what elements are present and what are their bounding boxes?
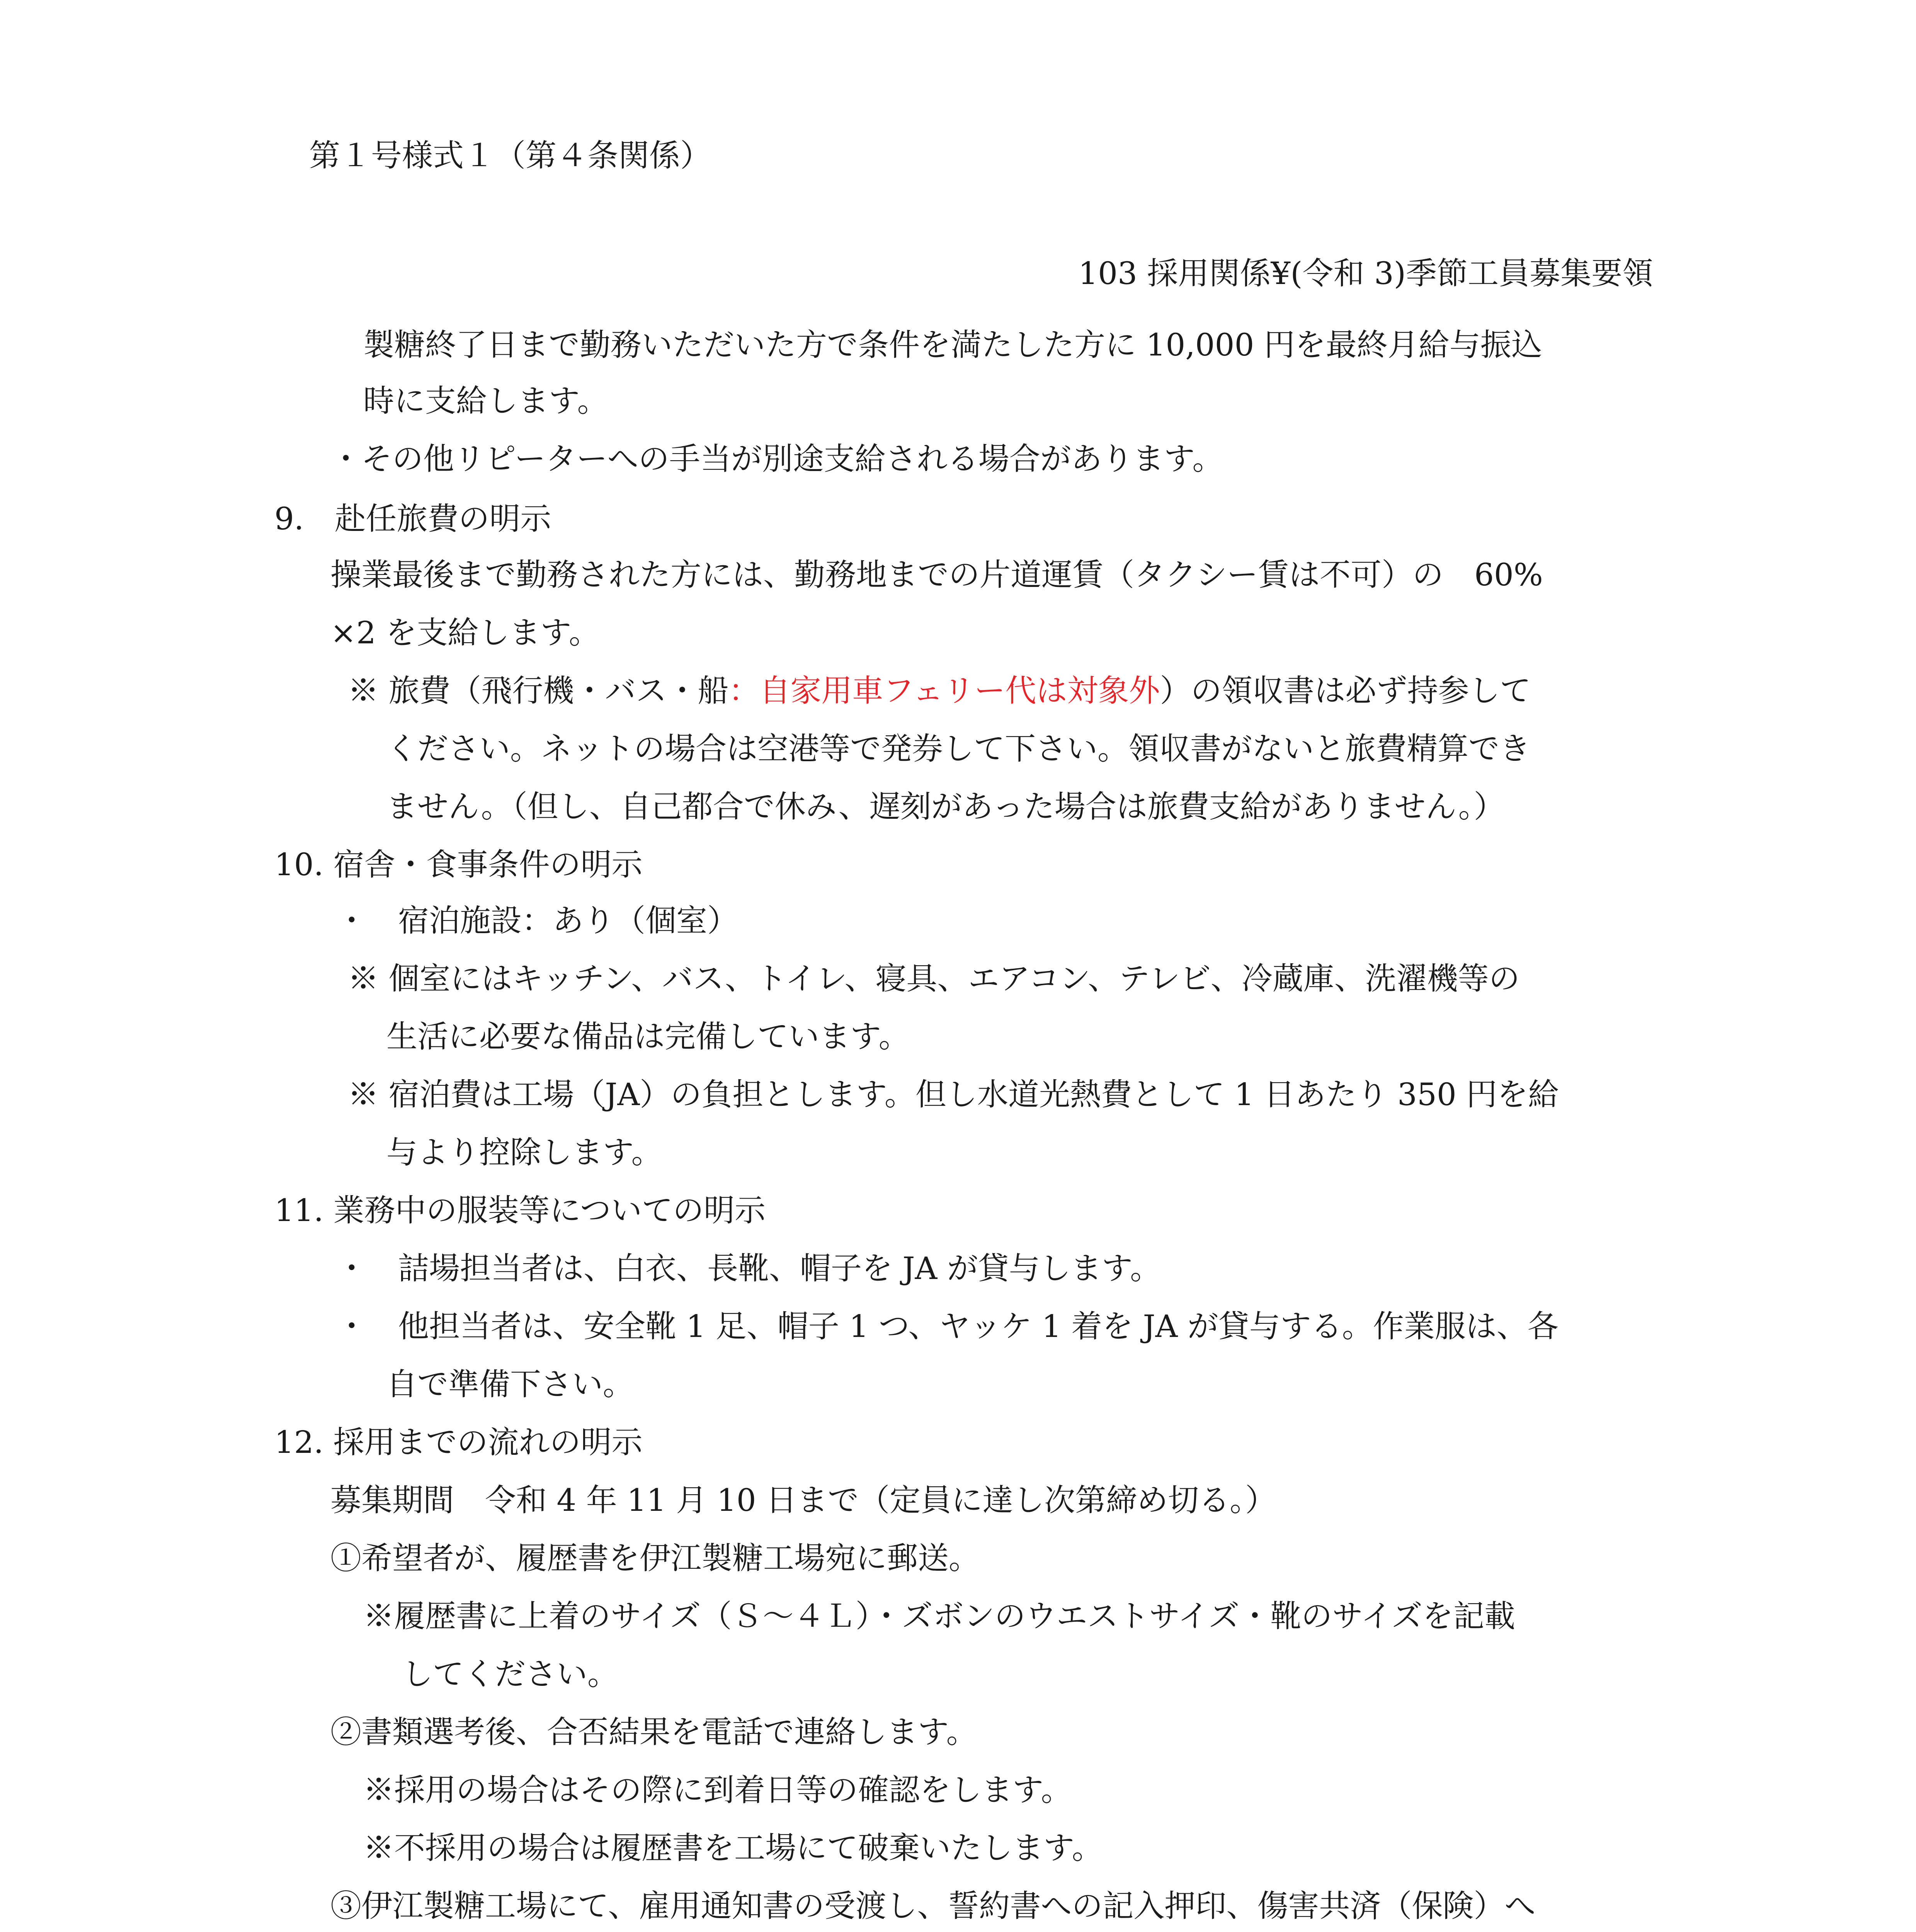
section-12-step-2: ②書類選考後、合否結果を電話で連絡します。 <box>330 1714 977 1750</box>
section-10-heading: 10. 宿舎・食事条件の明示 <box>274 847 643 883</box>
form-title: 第１号様式１（第４条関係） <box>309 138 711 173</box>
section-10-note-1a: ※ 個室にはキッチン、バス、トイレ、寝具、エアコン、テレビ、冷蔵庫、洗濯機等の <box>348 961 1520 997</box>
section-12-period: 募集期間 令和 4 年 11 月 10 日まで（定員に達し次第締め切る。） <box>330 1482 1276 1518</box>
section-10-note-2b: 与より控除します。 <box>386 1134 662 1170</box>
intro-repeater-note: ・その他リピーターへの手当が別途支給される場合があります。 <box>330 441 1223 477</box>
intro-line-1: 製糖終了日まで勤務いただいた方で条件を満たした方に 10,000 円を最終月給与振込 <box>363 327 1542 363</box>
section-9-note-3: ません。（但し、自己都合で休み、遅刻があった場合は旅費支給がありません。） <box>386 789 1505 825</box>
section-12-step-3a: ③伊江製糖工場にて、雇用通知書の受渡し、誓約書への記入押印、傷害共済（保険）へ <box>330 1888 1536 1924</box>
section-10-note-1b: 生活に必要な備品は完備しています。 <box>386 1019 910 1054</box>
section-10-item-1: ・ 宿泊施設：あり（個室） <box>336 903 738 939</box>
section-11-item-1: ・ 詰場担当者は、白衣、長靴、帽子を JA が貸与します。 <box>336 1250 1161 1286</box>
travel-note-suffix: ）の領収書は必ず持参して <box>1160 673 1531 709</box>
section-11-heading: 11. 業務中の服装等についての明示 <box>274 1192 766 1228</box>
section-12-step-1-note-b: してください。 <box>402 1656 618 1692</box>
section-12-step-2-note-2: ※不採用の場合は履歴書を工場にて破棄いたします。 <box>363 1830 1103 1866</box>
section-10-note-2a: ※ 宿泊費は工場（JA）の負担とします。但し水道光熱費として 1 日あたり 350 円を給 <box>348 1077 1559 1112</box>
travel-note-exclusion: ：自家用車フェリー代は対象外 <box>728 673 1160 709</box>
section-9-note-1 <box>348 672 1531 709</box>
section-12-step-1: ①希望者が、履歴書を伊江製糖工場宛に郵送。 <box>330 1540 980 1576</box>
intro-line-2: 時に支給します。 <box>363 383 608 419</box>
document-reference: 103 採用関係¥(令和 3)季節工員募集要領 <box>1078 255 1653 291</box>
section-12-heading: 12. 採用までの流れの明示 <box>274 1424 643 1460</box>
section-11-item-2b: 自で準備下さい。 <box>386 1366 634 1402</box>
section-11-item-2a: ・ 他担当者は、安全靴 1 足、帽子 1 つ、ヤッケ 1 着を JA が貸与する。作業服は、各 <box>336 1308 1559 1344</box>
travel-note-prefix: ※ 旅費（飛行機・バス・船 <box>348 673 729 709</box>
section-12-step-2-note-1: ※採用の場合はその際に到着日等の確認をします。 <box>363 1772 1072 1808</box>
section-9-note-2: ください。ネットの場合は空港等で発券して下さい。領収書がないと旅費精算でき <box>386 731 1530 767</box>
section-12-step-1-note-a: ※履歴書に上着のサイズ（Ｓ～４Ｌ）・ズボンのウエストサイズ・靴のサイズを記載 <box>363 1598 1515 1634</box>
section-9-body-2: ×2 を支給します。 <box>330 615 600 651</box>
section-9-heading: 9. 赴任旅費の明示 <box>274 501 551 537</box>
section-9-body-1: 操業最後まで勤務された方には、勤務地までの片道運賃（タクシー賃は不可）の 60% <box>330 557 1543 593</box>
